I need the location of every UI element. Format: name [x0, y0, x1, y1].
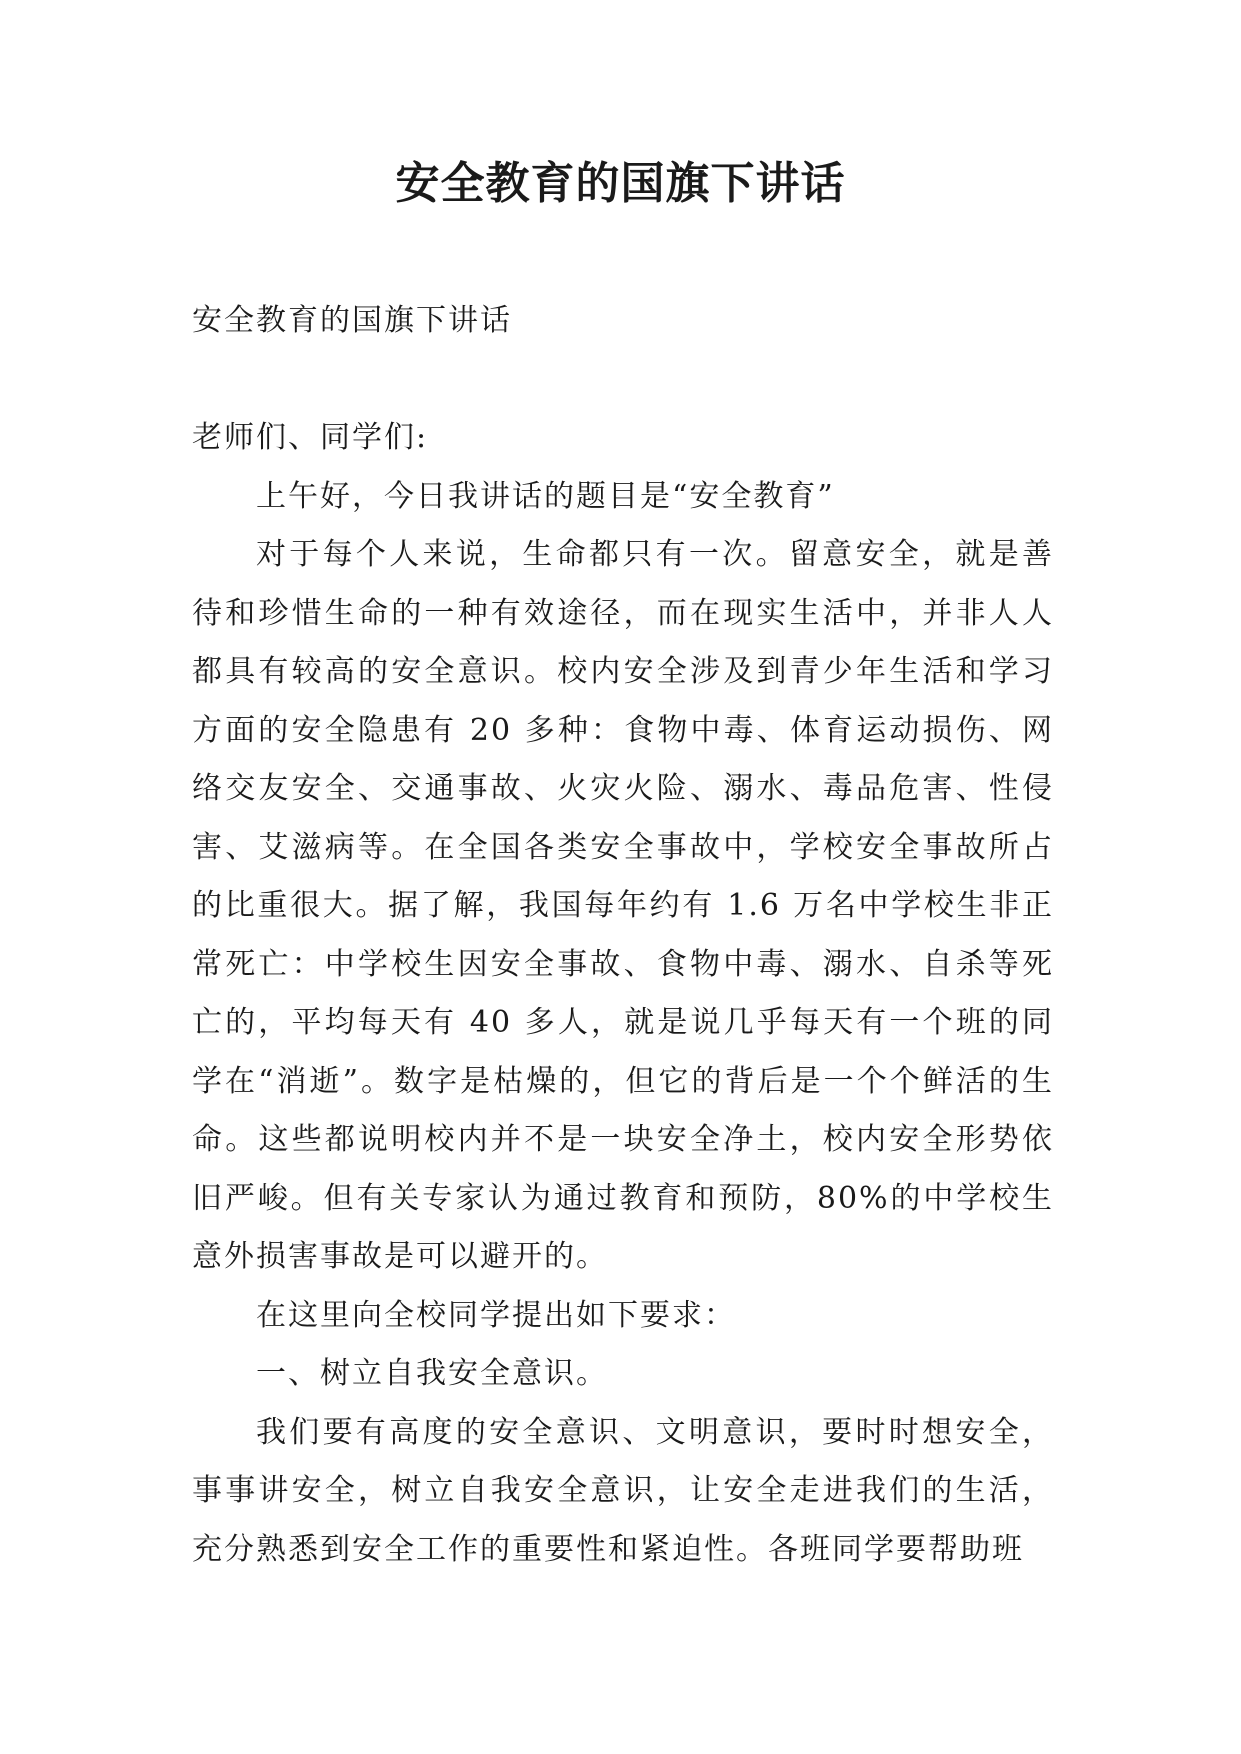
paragraph-greeting: 上午好，今日我讲话的题目是“安全教育”	[256, 478, 835, 514]
paragraph-heading-one: 一、树立自我安全意识。	[256, 1356, 608, 1391]
document-subtitle: 安全教育的国旗下讲话	[192, 303, 512, 338]
document-body	[192, 292, 1054, 1579]
paragraph-safety-awareness: 我们要有高度的安全意识、文明意识，要时时想安全，事事讲安全，树立自我安全意识，让安全走进我们的生活，充分熟悉到安全工作的重要性和紧迫性。各班同学要帮助班	[192, 1414, 1054, 1567]
paragraph-requirements-intro: 在这里向全校同学提出如下要求：	[256, 1297, 736, 1333]
salutation: 老师们、同学们:	[192, 420, 429, 455]
paragraph-safety-statistics: 对于每个人来说，生命都只有一次。留意安全，就是善待和珍惜生命的一种有效途径，而在现实生活中，并非人人都具有较高的安全意识。校内安全涉及到青少年生活和学习方面的安全隐患有 20 多种：食物中毒、体育运动损伤、网络交友安全、交通事故、火灾火险、溺水、毒品危害、性侵害、艾滋病等。在全国各类安全事故中，学校安全事故所占的比重很大。据了解，我国每年约有 1.6 万名中学校生非正常死亡：中学校生因安全事故、食物中毒、溺水、自杀等死亡的，平均每天有 40 多人，就是说几乎每天有一个班的同学在“消逝”。数字是枯燥的，但它的背后是一个个鲜活的生命。这些都说明校内并不是一块安全净土，校内安全形势依旧严峻。但有关专家认为通过教育和预防，80%的中学校生意外损害事故是可以避开的。	[192, 537, 1054, 1274]
document-title: 安全教育的国旗下讲话	[395, 158, 846, 209]
